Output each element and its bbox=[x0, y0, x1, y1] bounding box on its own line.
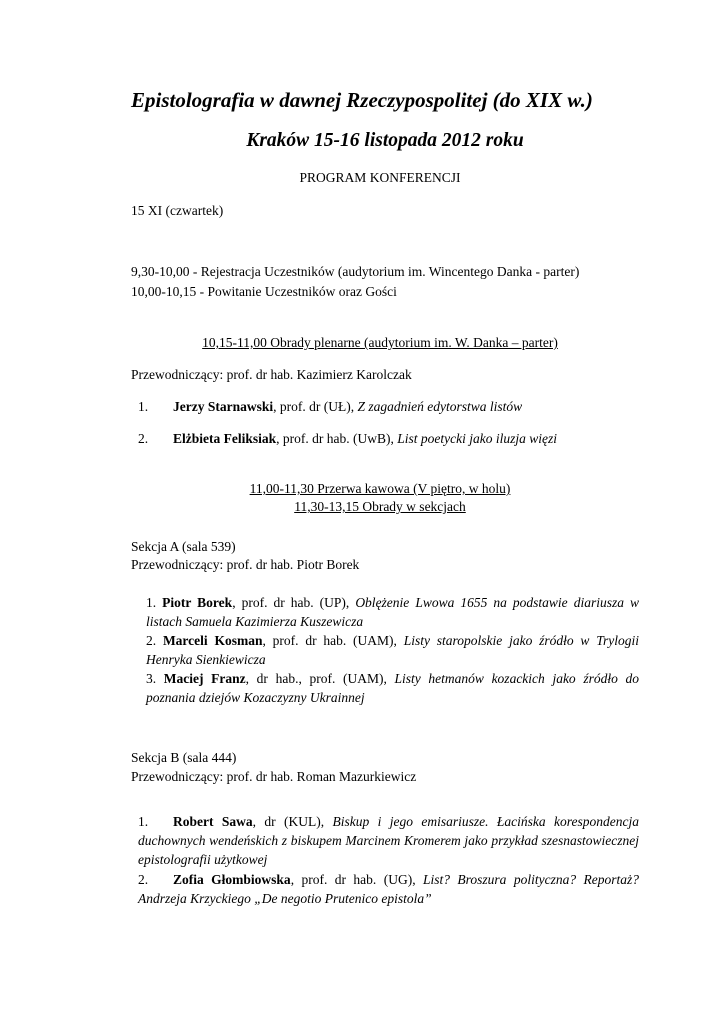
talk-title: Listy staropolskie jako źródło w Trylogii Henryka Sienkiewicza bbox=[146, 633, 639, 667]
sections-line: 11,30-13,15 Obrady w sekcjach bbox=[294, 499, 466, 514]
talk-title: Oblężenie Lwowa 1655 na podstawie diariusza w listach Samuela Kazimierza Kuszewicza bbox=[146, 595, 640, 629]
talk-title: Biskup i jego emisariusze. Łacińska korespondencja duchownych wendeńskich z biskupem Marcinem Kromerem jako przykład szesnastowiecznej epistolografii użytkowej bbox=[138, 814, 639, 867]
conference-subtitle: Kraków 15-16 listopada 2012 roku bbox=[246, 130, 524, 151]
speaker-affiliation: , prof. dr hab. (UwB), bbox=[276, 431, 398, 446]
speaker-affiliation: , prof. dr hab. (UAM), bbox=[262, 633, 404, 648]
conference-title: Epistolografia w dawnej Rzeczypospolitej (do XIX w.) bbox=[131, 88, 593, 112]
speaker-affiliation: , prof. dr (UŁ), bbox=[273, 399, 358, 414]
talk-number: 2. bbox=[146, 633, 157, 648]
speaker-affiliation: , dr (KUL), bbox=[252, 814, 333, 829]
plenary-heading: 10,15-11,00 Obrady plenarne (audytorium im. W. Danka – parter) bbox=[202, 335, 558, 350]
talk-number: 2. bbox=[138, 872, 149, 887]
section-b-talk bbox=[138, 870, 639, 908]
section-a-chair: Przewodniczący: prof. dr hab. Piotr Borek bbox=[131, 557, 360, 572]
section-a-talk bbox=[146, 593, 639, 631]
plenary-talk bbox=[138, 397, 522, 416]
talk-number: 2. bbox=[138, 431, 149, 446]
section-a-talk bbox=[146, 669, 639, 707]
speaker-name: Elżbieta Feliksiak bbox=[173, 431, 277, 446]
speaker-name: Maciej Franz bbox=[163, 671, 246, 686]
talk-number: 1. bbox=[138, 399, 149, 414]
speaker-name: Piotr Borek bbox=[162, 595, 233, 610]
talk-number: 3. bbox=[146, 671, 157, 686]
talk-title: List poetycki jako iluzja więzi bbox=[397, 431, 557, 446]
plenary-talk bbox=[138, 429, 557, 448]
plenary-chair: Przewodniczący: prof. dr hab. Kazimierz Karolczak bbox=[131, 367, 412, 382]
break-line: 11,00-11,30 Przerwa kawowa (V piętro, w holu) bbox=[249, 481, 511, 496]
speaker-name: Marceli Kosman bbox=[162, 633, 263, 648]
speaker-name: Robert Sawa bbox=[173, 814, 253, 829]
talk-number: 1. bbox=[146, 595, 157, 610]
talk-title: Z zagadnień edytorstwa listów bbox=[357, 399, 523, 414]
speaker-affiliation: , prof. dr hab. (UG), bbox=[290, 872, 423, 887]
schedule-item: 10,00-10,15 - Powitanie Uczestników oraz Gości bbox=[131, 284, 397, 299]
speaker-affiliation: , dr hab., prof. (UAM), bbox=[245, 671, 395, 686]
talk-title: Listy hetmanów kozackich jako źródło do poznania dziejów Kozaczyzny Ukrainnej bbox=[146, 671, 639, 705]
speaker-affiliation: , prof. dr hab. (UP), bbox=[232, 595, 356, 610]
talk-number: 1. bbox=[138, 814, 149, 829]
section-b-heading: Sekcja B (sala 444) bbox=[131, 750, 237, 765]
day-heading: 15 XI (czwartek) bbox=[131, 203, 224, 218]
schedule-item: 9,30-10,00 - Rejestracja Uczestników (audytorium im. Wincentego Danka - parter) bbox=[131, 264, 580, 279]
section-b-chair: Przewodniczący: prof. dr hab. Roman Mazurkiewicz bbox=[131, 769, 417, 784]
section-a-heading: Sekcja A (sala 539) bbox=[131, 539, 236, 554]
speaker-name: Jerzy Starnawski bbox=[173, 399, 274, 414]
talk-title: List? Broszura polityczna? Reportaż? Andrzeja Krzyckiego „De negotio Prutenico epistola” bbox=[138, 872, 639, 906]
section-a-talk bbox=[146, 631, 639, 669]
program-heading: PROGRAM KONFERENCJI bbox=[299, 170, 461, 185]
section-b-talk bbox=[138, 812, 639, 869]
speaker-name: Zofia Głombiowska bbox=[173, 872, 291, 887]
